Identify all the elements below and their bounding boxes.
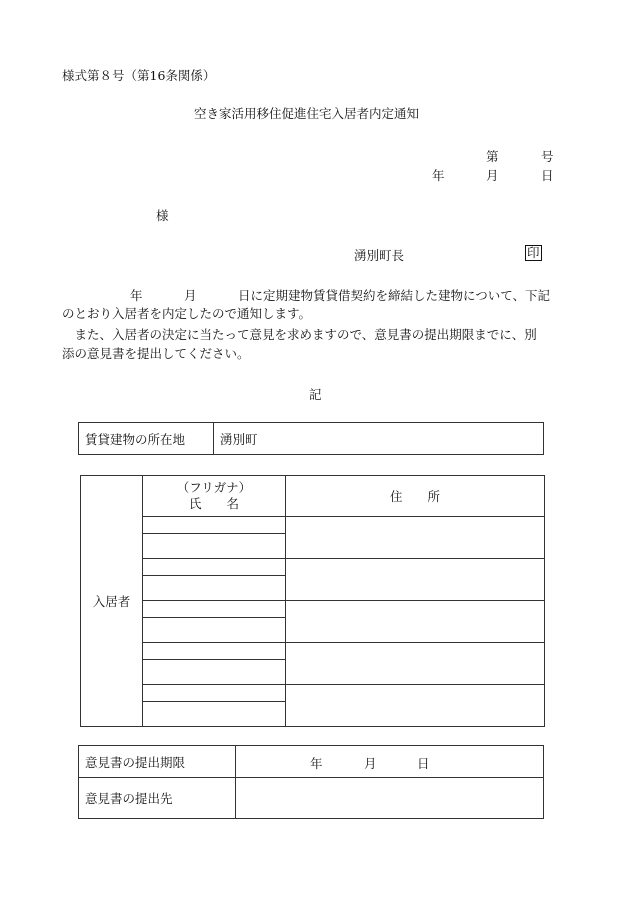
opinion-table [78,745,544,819]
resident-5-name-field[interactable] [143,702,286,727]
resident-5-address-field[interactable] [286,685,545,727]
resident-5-furigana-field[interactable] [143,685,286,702]
resident-2-address-field[interactable] [286,559,545,601]
resident-4-name-field[interactable] [143,660,286,685]
ki-heading: 記 [309,387,322,402]
residents-row-label: 入居者 [81,476,143,727]
building-location-label: 賃貸建物の所在地 [79,423,214,455]
opinion-deadline-label: 意見書の提出期限 [79,746,236,778]
building-table [78,422,544,455]
sender-name: 湧別町長 [354,248,405,263]
residents-table [80,475,545,727]
deadline-year-label: 年 [310,756,323,771]
date-year-label: 年 [432,168,445,183]
resident-2-furigana-field[interactable] [143,559,286,576]
seal-mark [525,245,542,261]
resident-3-furigana-field[interactable] [143,601,286,618]
number-go-label: 号 [541,149,554,164]
name-header: 氏 名 [188,496,239,511]
body-month-label: 月 [184,288,197,303]
furigana-header: （フリガナ） [176,480,252,495]
building-location-value: 湧別町 [214,423,544,455]
body-text-line3: また、入居者の決定に当たって意見を求めますので、意見書の提出期限までに、別 [62,327,537,342]
date-month-label: 月 [486,168,499,183]
resident-4-furigana-field[interactable] [143,643,286,660]
opinion-destination-field[interactable] [236,778,544,819]
resident-3-name-field[interactable] [143,618,286,643]
resident-1-address-field[interactable] [286,517,545,559]
resident-1-name-field[interactable] [143,534,286,559]
opinion-deadline-field[interactable] [236,746,544,778]
name-header-cell [143,476,286,517]
body-year-label: 年 [130,288,143,303]
address-header: 住 所 [286,476,545,517]
resident-2-name-field[interactable] [143,576,286,601]
date-day-label: 日 [541,168,554,183]
recipient-honorific: 様 [156,208,169,223]
body-text-line2: のとおり入居者を内定したので通知します。 [62,306,312,321]
resident-3-address-field[interactable] [286,601,545,643]
deadline-month-label: 月 [364,756,377,771]
form-number: 様式第８号（第16条関係） [62,68,216,83]
body-text-line1: 日に定期建物賃貸借契約を締結した建物について、下記 [238,288,551,303]
document-title: 空き家活用移住促進住宅入居者内定通知 [194,106,420,121]
resident-1-furigana-field[interactable] [143,517,286,534]
body-text-line4: 添の意見書を提出してください。 [62,346,250,361]
number-dai-label: 第 [486,149,499,164]
resident-4-address-field[interactable] [286,643,545,685]
opinion-destination-label: 意見書の提出先 [79,778,236,819]
seal-label: 印 [527,245,540,260]
deadline-day-label: 日 [417,756,430,771]
